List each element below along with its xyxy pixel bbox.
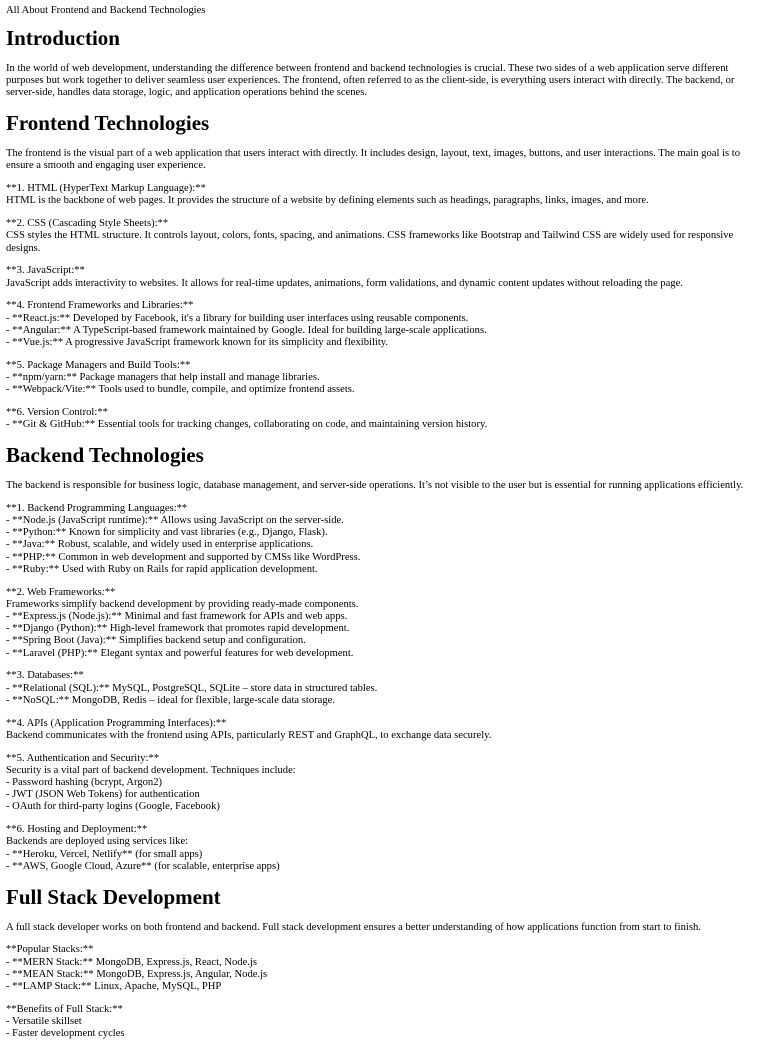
text-line: Backends are deployed using services like: xyxy=(6,836,189,848)
paragraph xyxy=(6,407,754,431)
text-line: - **npm/yarn:** Package managers that help install and manage libraries. xyxy=(6,372,320,384)
paragraph xyxy=(6,480,754,492)
text-line: **5. Package Managers and Build Tools:** xyxy=(6,359,191,371)
text-line: - Faster development cycles xyxy=(6,1028,125,1040)
text-line: Backend communicates with the frontend using APIs, particularly REST and GraphQL, to exchange data securely. xyxy=(6,729,492,741)
text-line: - **MERN Stack:** MongoDB, Express.js, React, Node.js xyxy=(6,956,257,968)
text-line: - **Heroku, Vercel, Netlify** (for small apps) xyxy=(6,848,203,860)
text-line: - Password hashing (bcrypt, Argon2) xyxy=(6,777,163,789)
text-line: JavaScript adds interactivity to websites. It allows for real-time updates, animations, form validations, and dynamic content updates without reloading the page. xyxy=(6,277,683,289)
text-line: - JWT (JSON Web Tokens) for authentication xyxy=(6,789,200,801)
section-heading-backend-technologies: Backend Technologies xyxy=(6,443,204,468)
text-line: **1. Backend Programming Languages:** xyxy=(6,502,188,514)
text-line: **3. JavaScript:** xyxy=(6,265,85,277)
text-line: **Popular Stacks:** xyxy=(6,944,94,956)
text-line: HTML is the backbone of web pages. It provides the structure of a website by defining elements such as headings, paragraphs, links, images, and more. xyxy=(6,195,649,207)
text-line: In the world of web development, understanding the difference between frontend and backend technologies is crucial. These two sides of a web application serve different purposes but work together to deliver seamless user experiences. The frontend, often referred to as the client-side, is everything users interact with directly. The backend, or server-side, handles data storage, logic, and application operations behind the scenes. xyxy=(6,63,735,99)
text-line: - OAuth for third-party logins (Google, Facebook) xyxy=(6,801,220,813)
text-line: - **Git & GitHub:** Essential tools for tracking changes, collaborating on code, and maintaining version history. xyxy=(6,419,488,431)
text-line: - **Node.js (JavaScript runtime):** Allows using JavaScript on the server-side. xyxy=(6,515,344,527)
text-line: CSS styles the HTML structure. It controls layout, colors, fonts, spacing, and animations. CSS frameworks like Bootstrap and Tailwind CSS are widely used for responsive designs. xyxy=(6,230,734,254)
document-title: All About Frontend and Backend Technologies xyxy=(6,5,206,16)
text-line: - Versatile skillset xyxy=(6,1016,82,1028)
text-line: - **Express.js (Node.js):** Minimal and fast framework for APIs and web apps. xyxy=(6,611,348,623)
text-line: - **Django (Python):** High-level framework that promotes rapid development. xyxy=(6,623,350,635)
text-line: - **Angular:** A TypeScript-based framework maintained by Google. Ideal for building large-scale applications. xyxy=(6,324,487,336)
text-line: - **Ruby:** Used with Ruby on Rails for rapid application development. xyxy=(6,563,318,575)
paragraph xyxy=(6,1004,754,1041)
paragraph xyxy=(6,718,754,742)
text-line: - **Vue.js:** A progressive JavaScript framework known for its simplicity and flexibility. xyxy=(6,337,389,349)
text-line: **Benefits of Full Stack:** xyxy=(6,1003,123,1015)
text-line: Security is a vital part of backend development. Techniques include: xyxy=(6,764,296,776)
text-line: **4. Frontend Frameworks and Libraries:** xyxy=(6,300,194,312)
paragraph xyxy=(6,670,754,707)
document-body xyxy=(6,25,754,1040)
paragraph xyxy=(6,148,754,172)
document xyxy=(6,4,754,1051)
paragraph xyxy=(6,753,754,814)
paragraph xyxy=(6,183,754,207)
text-line: - **React.js:** Developed by Facebook, it's a library for building user interfaces using reusable components. xyxy=(6,312,469,324)
text-line: - **PHP:** Common in web development and supported by CMSs like WordPress. xyxy=(6,551,361,563)
text-line: - **Webpack/Vite:** Tools used to bundle, compile, and optimize frontend assets. xyxy=(6,384,355,396)
paragraph xyxy=(6,63,754,100)
text-line: **4. APIs (Application Programming Interfaces):** xyxy=(6,717,227,729)
text-line: **6. Version Control:** xyxy=(6,407,108,419)
section-heading-full-stack-development: Full Stack Development xyxy=(6,884,221,909)
paragraph xyxy=(6,922,754,934)
paragraph xyxy=(6,300,754,349)
text-line: **2. Web Frameworks:** xyxy=(6,586,116,598)
text-line: - **Python:** Known for simplicity and vast libraries (e.g., Django, Flask). xyxy=(6,527,328,539)
text-line: The backend is responsible for business logic, database management, and server-side operations. It’s not visible to the user but is essential for running applications efficiently. xyxy=(6,480,744,492)
text-line: The frontend is the visual part of a web application that users interact with directly. It includes design, layout, text, images, buttons, and user interactions. The main goal is to ensure a smooth and engaging user experience. xyxy=(6,148,741,172)
paragraph xyxy=(6,265,754,289)
text-line: **2. CSS (Cascading Style Sheets):** xyxy=(6,218,169,230)
text-line: **6. Hosting and Deployment:** xyxy=(6,824,148,836)
text-line: - **Java:** Robust, scalable, and widely used in enterprise applications. xyxy=(6,539,314,551)
text-line: Frameworks simplify backend development by providing ready-made components. xyxy=(6,598,359,610)
paragraph xyxy=(6,360,754,397)
text-line: - **Spring Boot (Java):** Simplifies backend setup and configuration. xyxy=(6,635,306,647)
section-heading-introduction: Introduction xyxy=(6,26,120,50)
paragraph xyxy=(6,218,754,255)
paragraph xyxy=(6,503,754,576)
text-line: - **MEAN Stack:** MongoDB, Express.js, Angular, Node.js xyxy=(6,968,268,980)
text-line: - **LAMP Stack:** Linux, Apache, MySQL, PHP xyxy=(6,981,222,993)
text-line: - **AWS, Google Cloud, Azure** (for scalable, enterprise apps) xyxy=(6,860,280,872)
section-heading-frontend-technologies: Frontend Technologies xyxy=(6,111,210,136)
paragraph xyxy=(6,587,754,660)
paragraph xyxy=(6,944,754,993)
text-line: **1. HTML (HyperText Markup Language):** xyxy=(6,183,206,195)
text-line: A full stack developer works on both frontend and backend. Full stack development ensures a better understanding of how applications function from start to finish. xyxy=(6,921,701,933)
text-line: **5. Authentication and Security:** xyxy=(6,752,159,764)
text-line: - **Laravel (PHP):** Elegant syntax and powerful features for web development. xyxy=(6,647,354,659)
text-line: **3. Databases:** xyxy=(6,670,84,682)
paragraph xyxy=(6,824,754,873)
text-line: - **Relational (SQL):** MySQL, PostgreSQL, SQLite – store data in structured tables. xyxy=(6,682,378,694)
text-line: - **NoSQL:** MongoDB, Redis – ideal for flexible, large-scale data storage. xyxy=(6,694,336,706)
